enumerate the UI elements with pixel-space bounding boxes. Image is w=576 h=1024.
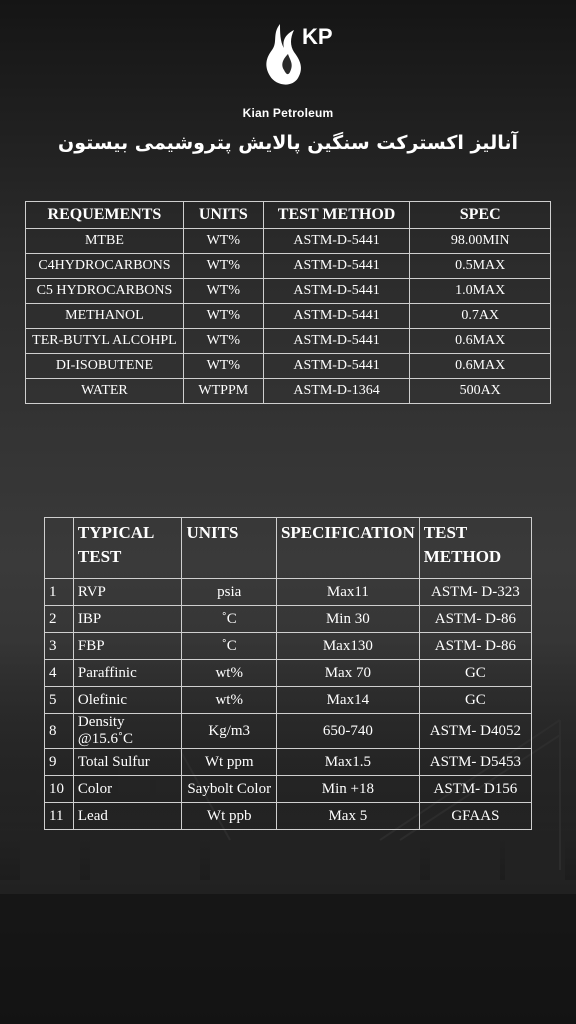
cell: Lead	[73, 803, 182, 830]
cell: Kg/m3	[182, 714, 276, 749]
cell: RVP	[73, 579, 182, 606]
cell: 0.6MAX	[410, 354, 551, 379]
cell: ASTM-D-5441	[263, 354, 410, 379]
cell: ASTM-D-5441	[263, 229, 410, 254]
table-row	[45, 803, 532, 830]
cell: Saybolt Color	[182, 776, 276, 803]
cell: C4HYDROCARBONS	[26, 254, 184, 279]
table-row	[45, 714, 532, 749]
cell: 1	[45, 579, 74, 606]
header-index	[45, 518, 74, 579]
cell: DI-ISOBUTENE	[26, 354, 184, 379]
cell: 1.0MAX	[410, 279, 551, 304]
cell: WT%	[183, 354, 263, 379]
cell: WATER	[26, 379, 184, 404]
table-row	[45, 776, 532, 803]
cell: 4	[45, 660, 74, 687]
header-typical-test: TYPICAL TEST	[73, 518, 182, 579]
cell: Density @15.6˚C	[73, 714, 182, 749]
cell: ASTM-D-1364	[263, 379, 410, 404]
table-row	[26, 229, 551, 254]
cell: IBP	[73, 606, 182, 633]
cell: WT%	[183, 304, 263, 329]
header-units: UNITS	[182, 518, 276, 579]
cell: Max130	[276, 633, 419, 660]
cell: MTBE	[26, 229, 184, 254]
cell: ASTM- D156	[419, 776, 531, 803]
cell: Total Sulfur	[73, 749, 182, 776]
cell: 5	[45, 687, 74, 714]
table-row	[26, 379, 551, 404]
cell: 650-740	[276, 714, 419, 749]
cell: 0.5MAX	[410, 254, 551, 279]
cell: Max14	[276, 687, 419, 714]
cell: GC	[419, 687, 531, 714]
cell: 11	[45, 803, 74, 830]
cell: Max11	[276, 579, 419, 606]
cell: Min +18	[276, 776, 419, 803]
table-row	[26, 254, 551, 279]
cell: TER-BUTYL ALCOHPL	[26, 329, 184, 354]
logo-kp-text: KP	[302, 24, 333, 49]
table-row	[45, 606, 532, 633]
cell: 10	[45, 776, 74, 803]
requirements-table	[25, 201, 551, 404]
cell: Wt ppb	[182, 803, 276, 830]
cell: Min 30	[276, 606, 419, 633]
cell: WTPPM	[183, 379, 263, 404]
cell: ASTM-D-5441	[263, 304, 410, 329]
cell: GFAAS	[419, 803, 531, 830]
cell: ASTM- D-323	[419, 579, 531, 606]
table-row	[45, 660, 532, 687]
cell: ASTM-D-5441	[263, 254, 410, 279]
table-row	[26, 304, 551, 329]
cell: 3	[45, 633, 74, 660]
kian-petroleum-logo	[250, 20, 340, 90]
table-row	[45, 749, 532, 776]
cell: Paraffinic	[73, 660, 182, 687]
cell: WT%	[183, 254, 263, 279]
cell: ˚C	[182, 633, 276, 660]
cell: ASTM- D-86	[419, 633, 531, 660]
table-header-row	[26, 202, 551, 229]
header-test-method: TEST METHOD	[419, 518, 531, 579]
cell: WT%	[183, 229, 263, 254]
table-row	[26, 354, 551, 379]
table-row	[45, 633, 532, 660]
cell: ASTM- D-86	[419, 606, 531, 633]
cell: ASTM- D4052	[419, 714, 531, 749]
table-header-row	[45, 518, 532, 579]
typical-test-table	[44, 517, 532, 830]
cell: WT%	[183, 329, 263, 354]
cell: Max1.5	[276, 749, 419, 776]
cell: 500AX	[410, 379, 551, 404]
cell: METHANOL	[26, 304, 184, 329]
table-row	[26, 279, 551, 304]
cell: wt%	[182, 687, 276, 714]
cell: 9	[45, 749, 74, 776]
cell: ASTM-D-5441	[263, 329, 410, 354]
table-row	[45, 687, 532, 714]
cell: Max 5	[276, 803, 419, 830]
cell: psia	[182, 579, 276, 606]
cell: 98.00MIN	[410, 229, 551, 254]
header-spec: SPEC	[410, 202, 551, 229]
cell: 0.6MAX	[410, 329, 551, 354]
cell: Color	[73, 776, 182, 803]
table-row	[45, 579, 532, 606]
cell: 0.7AX	[410, 304, 551, 329]
cell: FBP	[73, 633, 182, 660]
cell: Wt ppm	[182, 749, 276, 776]
header-requirements: REQUEMENTS	[26, 202, 184, 229]
cell: ˚C	[182, 606, 276, 633]
cell: WT%	[183, 279, 263, 304]
brand-name: Kian Petroleum	[242, 106, 334, 120]
header-test-method: TEST METHOD	[263, 202, 410, 229]
cell: ASTM-D-5441	[263, 279, 410, 304]
cell: Max 70	[276, 660, 419, 687]
cell: wt%	[182, 660, 276, 687]
header-units: UNITS	[183, 202, 263, 229]
cell: Olefinic	[73, 687, 182, 714]
cell: 2	[45, 606, 74, 633]
cell: C5 HYDROCARBONS	[26, 279, 184, 304]
cell: ASTM- D5453	[419, 749, 531, 776]
page-title: آنالیز اکسترکت سنگین پالایش پتروشیمی بیستون	[58, 132, 518, 154]
table-row	[26, 329, 551, 354]
header-specification: SPECIFICATION	[276, 518, 419, 579]
cell: 8	[45, 714, 74, 749]
cell: GC	[419, 660, 531, 687]
